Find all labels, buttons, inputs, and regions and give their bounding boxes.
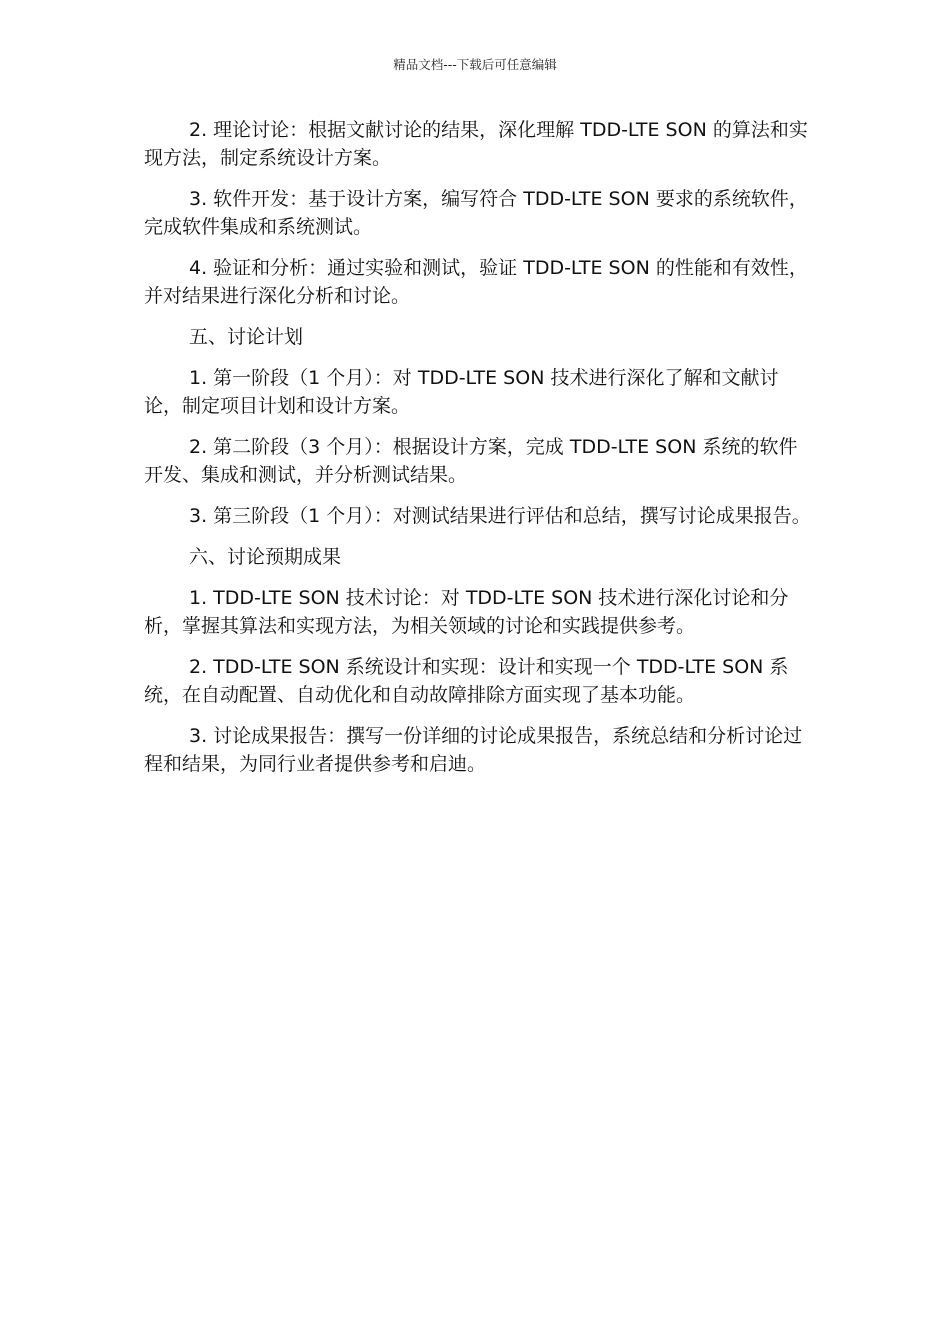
paragraph-result-system: 2. TDD-LTE SON 系统设计和实现：设计和实现一个 TDD-LTE SON 系统，在自动配置、自动优化和自动故障排除方面实现了基本功能。 [144, 656, 789, 706]
paragraph-verification-analysis: 4. 验证和分析：通过实验和测试，验证 TDD-LTE SON 的性能和有效性，并对结果进行深化分析和讨论。 [144, 257, 808, 307]
paragraph-result-report: 3. 讨论成果报告：撰写一份详细的讨论成果报告，系统总结和分析讨论过程和结果，为同行业者提供参考和启迪。 [144, 725, 803, 775]
page-header: 精品文档---下载后可任意编辑 [393, 57, 557, 72]
section-heading-expected-results: 六、讨论预期成果 [189, 546, 342, 568]
paragraph-phase-two: 2. 第二阶段（3 个月）：根据设计方案，完成 TDD-LTE SON 系统的软件开发、集成和测试，并分析测试结果。 [144, 436, 798, 486]
paragraph-software-development: 3. 软件开发：基于设计方案，编写符合 TDD-LTE SON 要求的系统软件，完成软件集成和系统测试。 [144, 188, 808, 238]
paragraph-result-technology: 1. TDD-LTE SON 技术讨论：对 TDD-LTE SON 技术进行深化讨论和分析，掌握其算法和实现方法，为相关领域的讨论和实践提供参考。 [144, 587, 789, 637]
paragraph-phase-three: 3. 第三阶段（1 个月）：对测试结果进行评估和总结，撰写讨论成果报告。 [189, 505, 811, 527]
paragraph-theory-discussion: 2. 理论讨论：根据文献讨论的结果，深化理解 TDD-LTE SON 的算法和实现方法，制定系统设计方案。 [144, 119, 808, 169]
paragraph-phase-one: 1. 第一阶段（1 个月）：对 TDD-LTE SON 技术进行深化了解和文献讨论，制定项目计划和设计方案。 [144, 367, 779, 417]
section-heading-plan: 五、讨论计划 [189, 326, 304, 348]
document-body [144, 116, 812, 791]
